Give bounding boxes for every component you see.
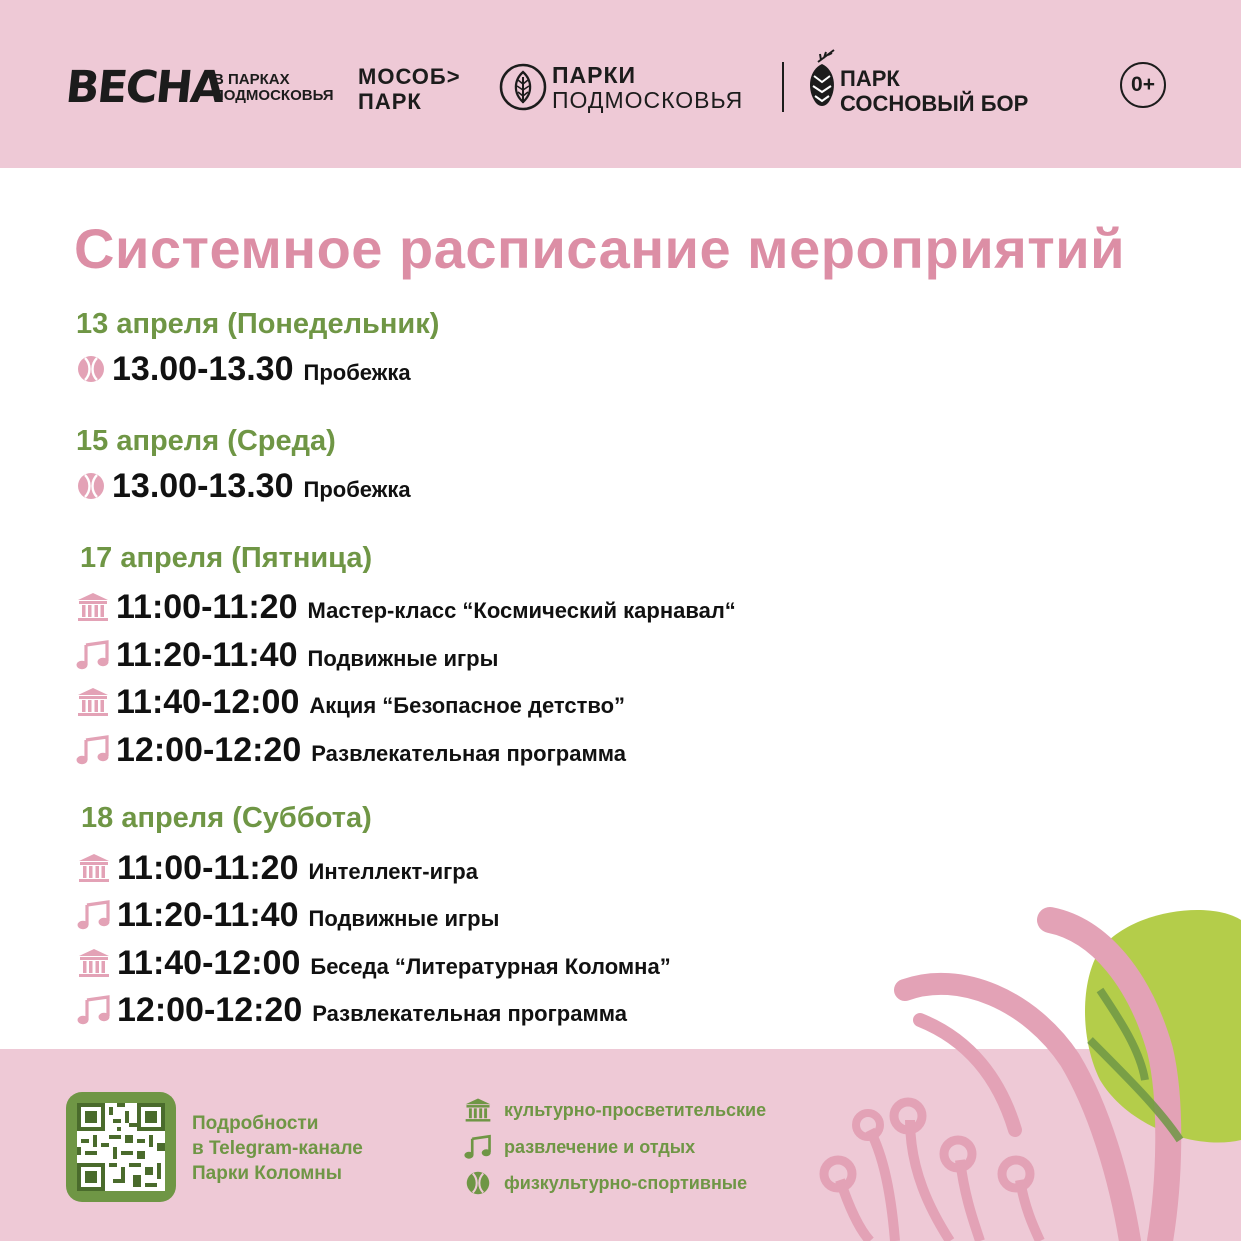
event-name: Подвижные игры bbox=[308, 906, 500, 931]
sport-icon bbox=[464, 1170, 492, 1196]
museum-icon bbox=[464, 1097, 492, 1123]
parks-leaf-icon bbox=[499, 63, 547, 111]
museum-icon bbox=[76, 687, 110, 722]
event-row bbox=[77, 896, 499, 935]
event-time: 12:00-12:20 bbox=[117, 991, 303, 1029]
event-row bbox=[76, 350, 411, 389]
legend-item bbox=[464, 1134, 695, 1160]
page-title: Системное расписание мероприятий bbox=[74, 217, 1126, 280]
parks-line2: ПОДМОСКОВЬЯ bbox=[552, 87, 744, 113]
sport-icon bbox=[76, 354, 106, 389]
pine-cone-icon bbox=[804, 48, 840, 116]
legend-label: культурно-просветительские bbox=[504, 1099, 767, 1120]
event-time: 11:00-11:20 bbox=[117, 849, 299, 887]
telegram-line1: Подробности bbox=[192, 1113, 319, 1134]
day-label: 17 апреля (Пятница) bbox=[80, 542, 373, 574]
mosobl-line2: ПАРК bbox=[358, 89, 422, 114]
vesna-subtitle bbox=[213, 72, 334, 104]
event-time: 13.00-13.30 bbox=[112, 467, 294, 505]
header-divider bbox=[782, 62, 784, 112]
music-icon bbox=[76, 735, 110, 770]
event-name: Развлекательная программа bbox=[312, 1001, 627, 1026]
mosobl-line1: МОСОБ> bbox=[358, 64, 461, 89]
day-label: 15 апреля (Среда) bbox=[76, 425, 336, 457]
age-rating-badge: 0+ bbox=[1120, 62, 1166, 108]
music-icon bbox=[77, 995, 111, 1030]
museum-icon bbox=[76, 592, 110, 627]
event-time: 11:00-11:20 bbox=[116, 588, 298, 626]
event-row bbox=[76, 731, 626, 770]
event-row bbox=[76, 683, 625, 722]
telegram-info bbox=[192, 1111, 363, 1186]
event-time: 11:20-11:40 bbox=[116, 636, 298, 674]
event-time: 13.00-13.30 bbox=[112, 350, 294, 388]
event-row bbox=[76, 588, 736, 627]
event-name: Развлекательная программа bbox=[311, 741, 626, 766]
decorative-plant bbox=[800, 880, 1241, 1241]
event-time: 12:00-12:20 bbox=[116, 731, 302, 769]
telegram-qr-code[interactable] bbox=[66, 1092, 176, 1202]
sosnovy-line2: СОСНОВЫЙ БОР bbox=[840, 91, 1029, 116]
vesna-logo: ВЕСНА bbox=[63, 62, 226, 113]
event-name: Пробежка bbox=[303, 477, 411, 502]
event-name: Пробежка bbox=[303, 360, 411, 385]
event-name: Подвижные игры bbox=[307, 646, 499, 671]
day-label: 18 апреля (Суббота) bbox=[81, 802, 372, 834]
music-icon bbox=[464, 1134, 492, 1160]
event-time: 11:40-12:00 bbox=[117, 944, 301, 982]
event-row bbox=[76, 636, 498, 675]
museum-icon bbox=[77, 948, 111, 983]
legend-item bbox=[464, 1170, 747, 1196]
sport-icon bbox=[76, 471, 106, 506]
telegram-line2: в Telegram-канале bbox=[192, 1138, 363, 1159]
event-row bbox=[77, 991, 627, 1030]
sosnovy-bor-logo bbox=[840, 66, 1028, 116]
mosoblpark-logo bbox=[358, 64, 461, 114]
parks-podmoskovya-logo bbox=[552, 63, 743, 113]
event-name: Акция “Безопасное детство” bbox=[309, 693, 626, 718]
event-time: 11:40-12:00 bbox=[116, 683, 300, 721]
telegram-line3: Парки Коломны bbox=[192, 1163, 342, 1184]
event-row bbox=[77, 944, 671, 983]
music-icon bbox=[76, 640, 110, 675]
event-row bbox=[76, 467, 411, 506]
sosnovy-line1: ПАРК bbox=[840, 66, 900, 91]
legend-item bbox=[464, 1097, 766, 1123]
music-icon bbox=[77, 900, 111, 935]
museum-icon bbox=[77, 853, 111, 888]
vesna-sub-line1: В ПАРКАХ bbox=[213, 71, 290, 88]
qr-pattern bbox=[77, 1103, 165, 1191]
parks-line1: ПАРКИ bbox=[552, 62, 637, 88]
day-label: 13 апреля (Понедельник) bbox=[76, 308, 440, 340]
event-name: Интеллект-игра bbox=[308, 859, 478, 884]
event-name: Мастер-класс “Космический карнавал“ bbox=[307, 598, 736, 623]
event-row bbox=[77, 849, 478, 888]
vesna-sub-line2: ПОДМОСКОВЬЯ bbox=[213, 87, 334, 104]
legend-label: физкультурно-спортивные bbox=[504, 1172, 748, 1193]
event-time: 11:20-11:40 bbox=[117, 896, 299, 934]
event-name: Беседа “Литературная Коломна” bbox=[310, 954, 671, 979]
legend-label: развлечение и отдых bbox=[504, 1136, 696, 1157]
